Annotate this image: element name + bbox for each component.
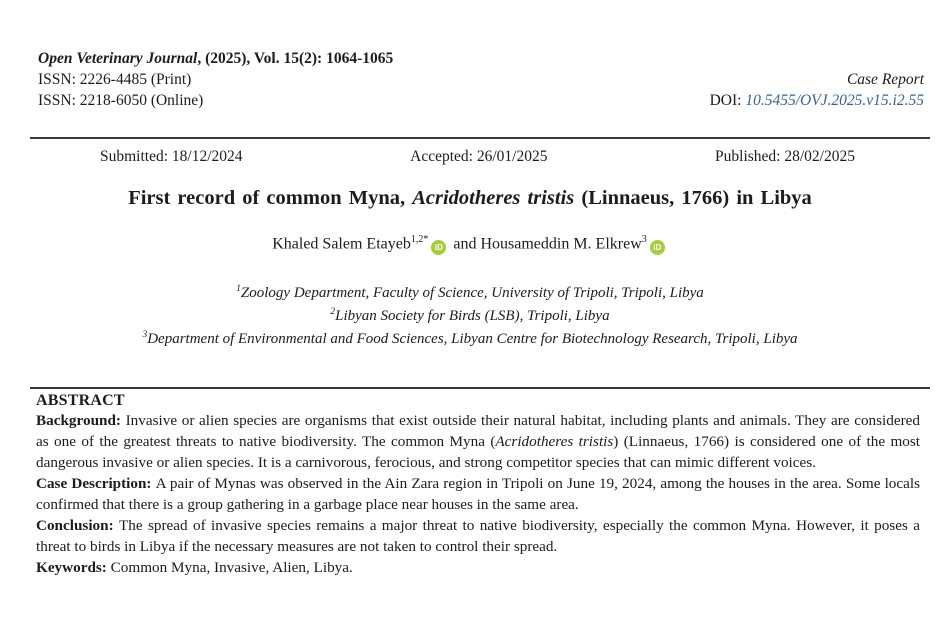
- doi-link[interactable]: 10.5455/OVJ.2025.v15.i2.55: [745, 92, 924, 109]
- affiliation-2-number: 2: [330, 307, 336, 318]
- submitted-value: 18/12/2024: [171, 148, 243, 165]
- title-part-1: First record of common Myna,: [128, 187, 413, 209]
- keywords-text: Common Myna, Invasive, Alien, Libya.: [110, 559, 353, 577]
- abstract-case-paragraph: [36, 473, 920, 515]
- title-part-2: (Linnaeus, 1766) in Libya: [574, 187, 812, 209]
- author-1-name: Khaled Salem Etayeb: [272, 235, 411, 253]
- doi-label: DOI:: [709, 92, 746, 109]
- abstract-section: [36, 392, 920, 578]
- background-label: Background:: [36, 412, 126, 430]
- affiliation-2-text: Libyan Society for Birds (LSB), Tripoli, Libya: [335, 308, 610, 325]
- masthead: [0, 0, 940, 111]
- orcid-icon[interactable]: [431, 240, 446, 255]
- affiliation-3-number: 3: [142, 330, 148, 341]
- conclusion-text: The spread of invasive species remains a major threat to native biodiversity, especially the common Myna. However, it poses a threat to birds in Libya if the necessary measures are not taken to control their spread.: [36, 517, 920, 556]
- article-type-label: Case Report: [846, 71, 924, 88]
- journal-name: Open Veterinary Journal: [38, 50, 198, 67]
- keywords-label: Keywords:: [36, 559, 111, 577]
- background-species-name: Acridotheres tristis: [495, 433, 614, 451]
- affiliations-block: [0, 280, 940, 349]
- case-description-text: A pair of Mynas was observed in the Ain Zara region in Tripoli on June 19, 2024, among the houses in the area. Some locals confirmed that there is a group gathering in a garbage place near houses in the same area.: [36, 475, 920, 514]
- title-species-name: Acridotheres tristis: [412, 187, 575, 209]
- issn-print: ISSN: 2226-4485 (Print): [38, 71, 192, 88]
- abstract-heading: ABSTRACT: [36, 392, 125, 410]
- doi-line: [710, 90, 924, 111]
- accepted-label: Accepted:: [410, 148, 473, 165]
- journal-citation: [38, 48, 393, 69]
- background-text-2: ) (Linnaeus, 1766) is considered one of the most dangerous invasive or alien species. It is a carnivorous, ferocious, and strong competitor species that can mimic different voices.: [36, 433, 920, 472]
- dates-row: [0, 139, 940, 167]
- published-date: [715, 146, 855, 167]
- accepted-date: [410, 146, 547, 167]
- abstract-divider: [30, 387, 930, 389]
- journal-volume-pages: , (2025), Vol. 15(2): 1064-1065: [197, 50, 394, 67]
- published-value: 28/02/2025: [784, 148, 855, 165]
- affiliation-2: [0, 303, 940, 326]
- journal-info-block: [38, 48, 393, 111]
- orcid-icon-text: iD: [434, 243, 443, 253]
- affiliation-1: [0, 280, 940, 303]
- affiliation-3-text: Department of Environmental and Food Sciences, Libyan Centre for Biotechnology Research, Tripoli, Libya: [147, 331, 798, 348]
- published-label: Published:: [715, 148, 781, 165]
- author-2-name: Housameddin M. Elkrew: [480, 235, 642, 253]
- case-description-label: Case Description:: [36, 475, 156, 493]
- author-1-affiliation-marks: 1,2*: [410, 234, 429, 245]
- authors-connector: and: [449, 235, 481, 253]
- author-2-affiliation-marks: 3: [641, 234, 647, 245]
- abstract-conclusion-paragraph: [36, 515, 920, 557]
- keywords-line: [36, 557, 920, 578]
- affiliation-1-number: 1: [236, 284, 241, 295]
- authors-line: [0, 229, 940, 255]
- conclusion-label: Conclusion:: [36, 517, 120, 535]
- affiliation-1-text: Zoology Department, Faculty of Science, University of Tripoli, Tripoli, Libya: [240, 285, 704, 302]
- background-text-1: Invasive or alien species are organisms that exist outside their natural habitat, including plants and animals. They are considered as one of the greatest threats to native biodiversity. The common Myna (: [36, 412, 920, 451]
- affiliation-3: [0, 326, 940, 349]
- article-meta-block: [710, 69, 924, 111]
- article-title: [20, 184, 920, 212]
- accepted-value: 26/01/2025: [476, 148, 548, 165]
- submitted-label: Submitted:: [100, 148, 169, 165]
- orcid-icon-text: iD: [653, 243, 662, 253]
- issn-online: ISSN: 2218-6050 (Online): [38, 92, 204, 109]
- abstract-background-paragraph: [36, 410, 920, 473]
- submitted-date: [100, 146, 243, 167]
- orcid-icon[interactable]: [650, 240, 665, 255]
